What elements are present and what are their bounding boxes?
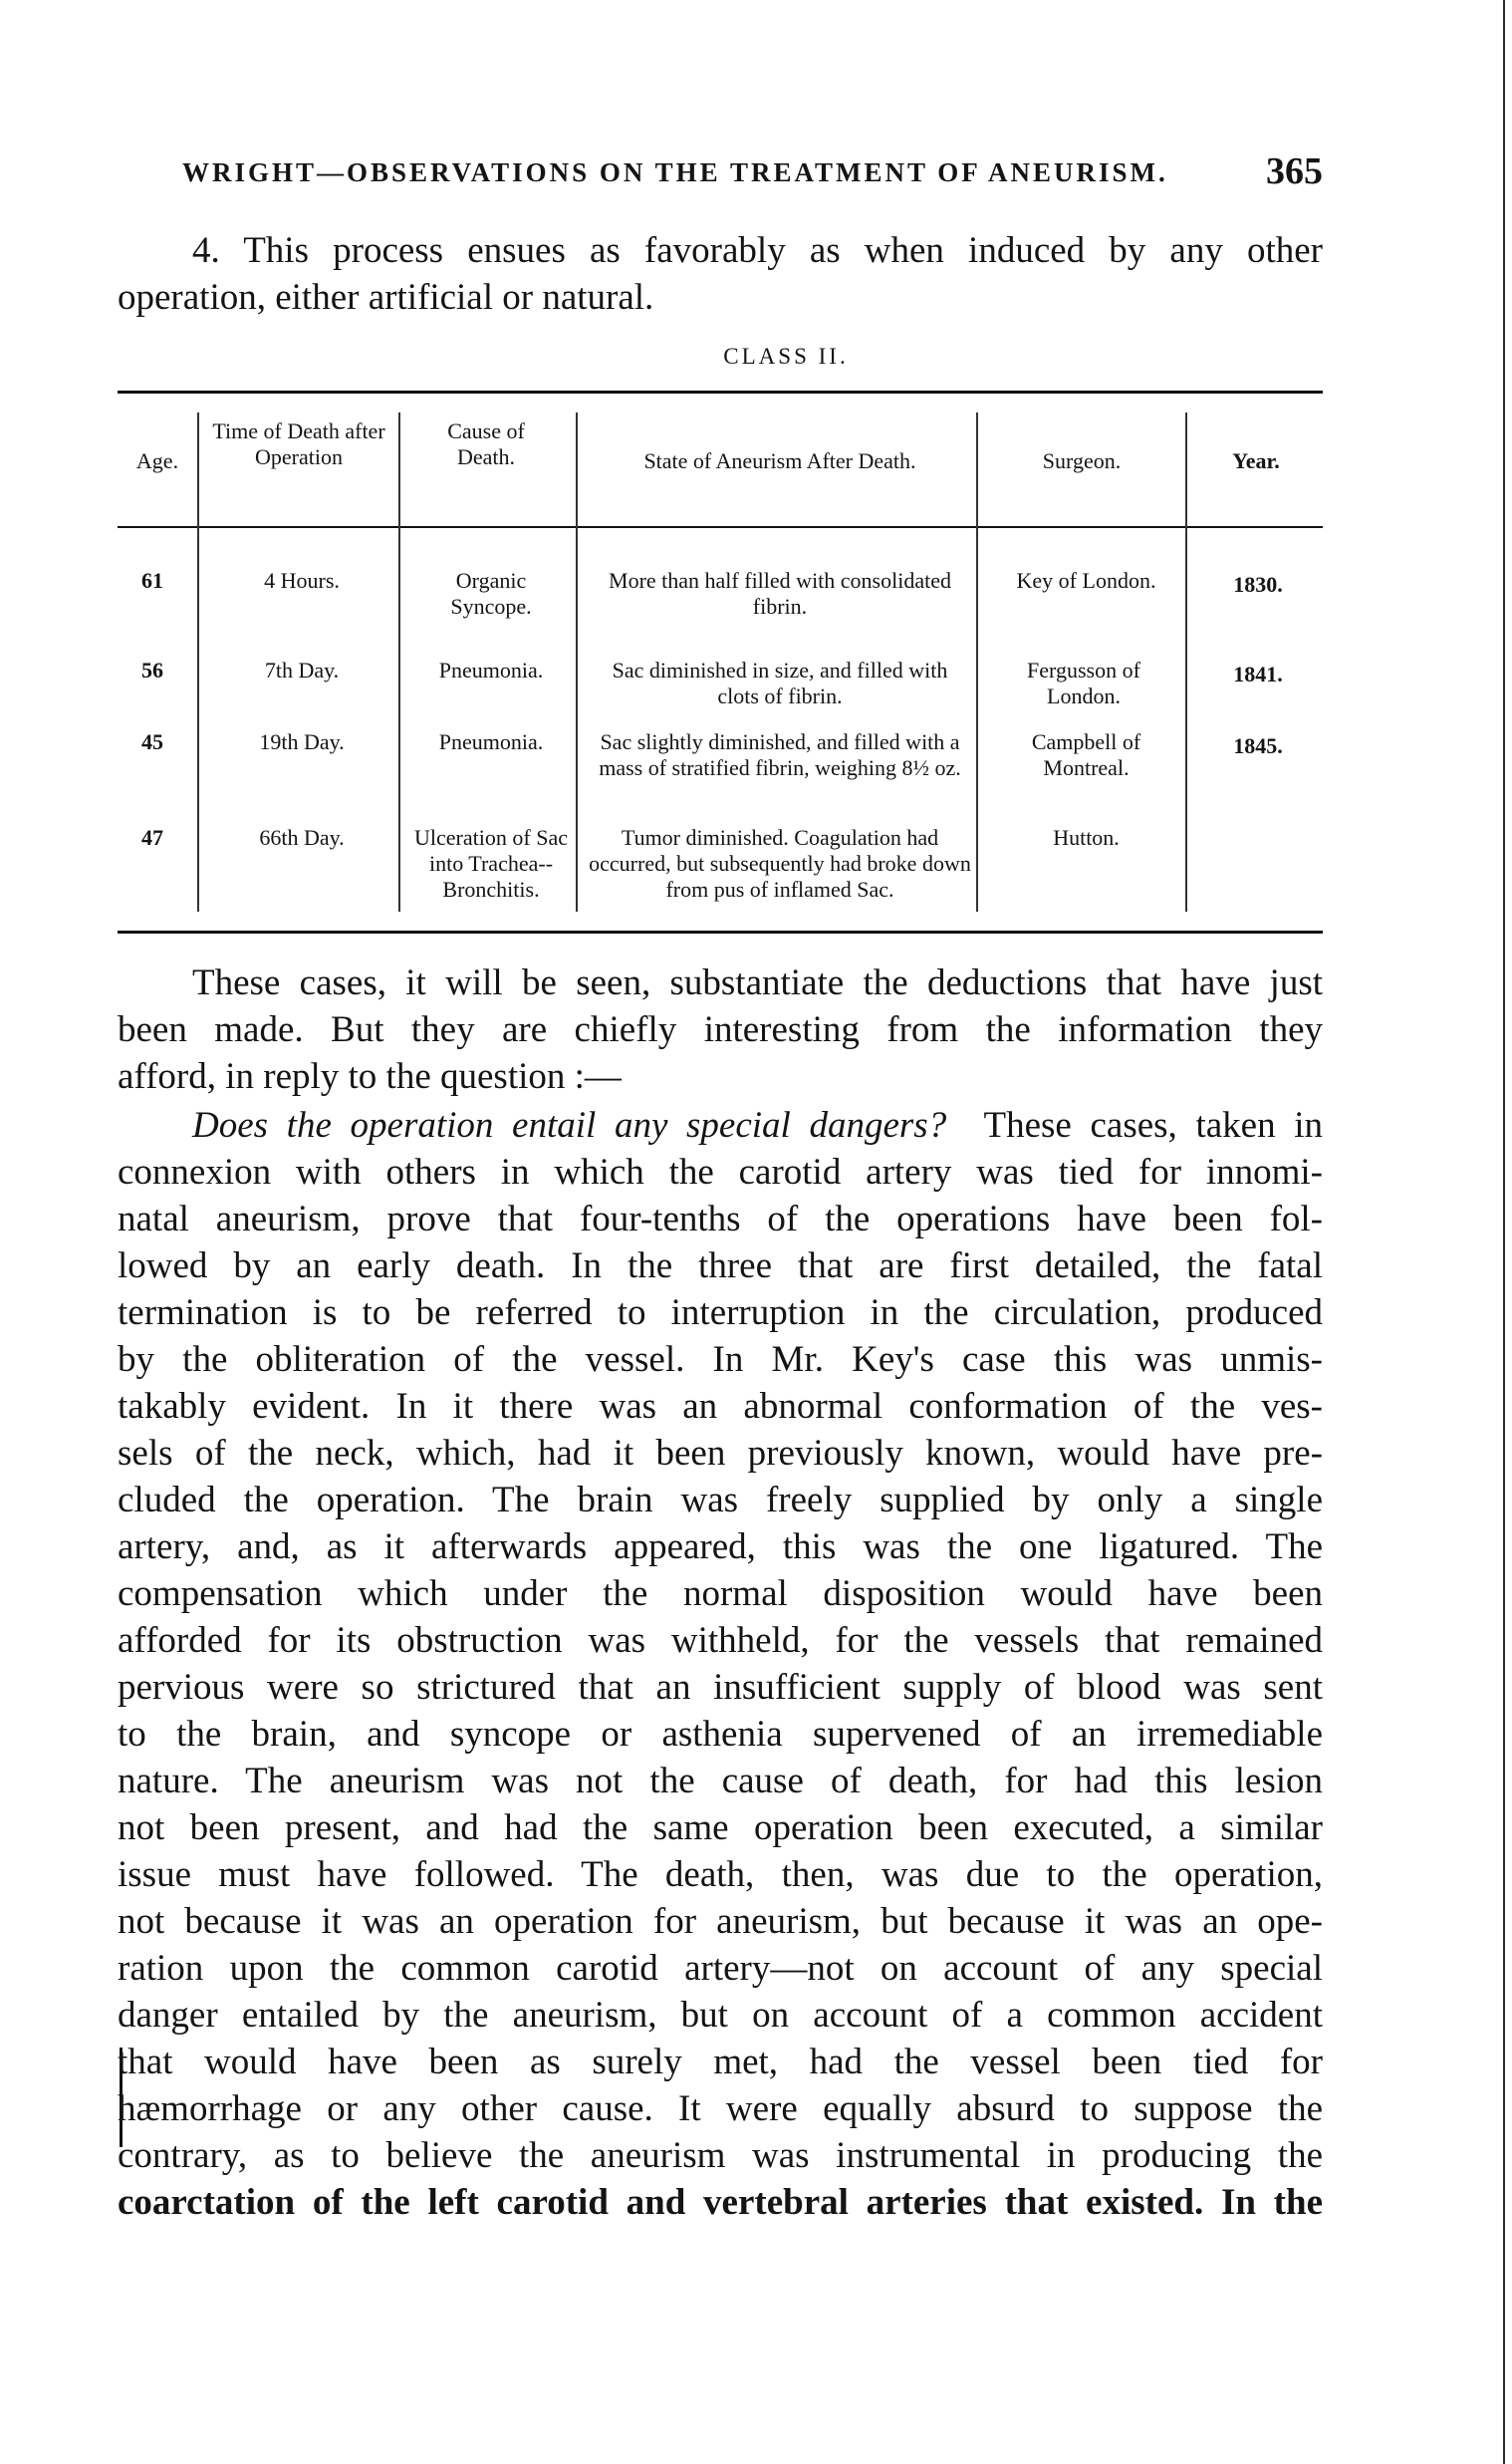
body-line: contrary, as to believe the aneurism was instrumental in producing the [118,2135,1323,2176]
intro-line: operation, either artificial or natural. [118,277,654,318]
table-cell-state: More than half filled with consolidated fibrin. [609,568,951,619]
table-cell-surgeon: Campbell of Montreal. [1031,729,1141,780]
table-bottom-rule [118,931,1323,934]
table-header-rule [118,526,1323,528]
body-line: takably evident. In it there was an abnormal conformation of the ves- [118,1386,1323,1427]
header-surgeon: Surgeon. [1042,448,1122,473]
body-line: issue must have followed. The death, then, was due to the operation, [118,1854,1323,1895]
table-cell-state: Sac diminished in size, and filled with clots of fibrin. [612,658,948,708]
body-line: compensation which under the normal disposition would have been [118,1573,1323,1614]
body-line-rest: These cases, taken in [983,1105,1323,1146]
italic-question: Does the operation entail any special dangers? [192,1105,947,1146]
intro-line: 4. This process ensues as favorably as when induced by any other [192,230,1323,271]
table-cell-time: 4 Hours. [264,568,340,593]
running-head-title: WRIGHT—OBSERVATIONS ON THE TREATMENT OF ANEURISM. [182,157,1168,187]
body-line: ration upon the common carotid artery—not on account of any special [118,1948,1323,1989]
header-age: Age. [135,448,179,473]
table-cell-state: Sac slightly diminished, and filled with a mass of stratified fibrin, weighing 8½ oz. [599,729,961,780]
table-cell-year: 1845. [1233,733,1283,758]
table-cell-age: 45 [141,729,163,754]
body-paragraph-1 [118,959,1323,1100]
body-line: hæmorrhage or any other cause. It were equally absurd to suppose the [118,2088,1323,2129]
table-cell-time: 7th Day. [264,658,340,683]
body-line: connexion with others in which the carotid artery was tied for innomi- [118,1152,1323,1193]
header-time: Time of Death after Operation [212,418,385,469]
table-cell-age: 61 [141,568,163,593]
header-cause: Cause of Death. [447,418,525,469]
body-line: coarctation of the left carotid and vertebral arteries that existed. In the [118,2182,1323,2223]
body-line: nature. The aneurism was not the cause of death, for had this lesion [118,1761,1323,1801]
table-cell-age: 56 [141,658,163,683]
body-line: lowed by an early death. In the three that are first detailed, the fatal [118,1245,1323,1286]
table-cell-year: 1841. [1233,662,1283,686]
table-cell-year: 1830. [1233,572,1283,597]
body-line: danger entailed by the aneurism, but on account of a common accident [118,1995,1323,2036]
table-cell-age: 47 [141,825,163,850]
class-heading: CLASS II. [723,344,849,369]
table-cell-cause: Pneumonia. [438,658,544,683]
body-line: natal aneurism, prove that four-tenths of the operations have been fol- [118,1199,1323,1239]
cases-table [118,391,1323,934]
table-cell-time: 19th Day. [259,729,345,754]
table-cell-time: 66th Day. [259,825,345,850]
body-line: been made. But they are chiefly interesting from the information they [118,1009,1323,1050]
table-cell-surgeon: Hutton. [1053,825,1120,850]
table-cell-cause: Pneumonia. [438,729,544,754]
body-line: that would have been as surely met, had the vessel been tied for [118,2042,1323,2082]
header-year: Year. [1232,448,1280,473]
body-line: cluded the operation. The brain was freely supplied by only a single [118,1480,1323,1520]
body-line: termination is to be referred to interruption in the circulation, produced [118,1292,1323,1333]
header-state: State of Aneurism After Death. [643,448,916,473]
body-line: not because it was an operation for aneurism, but because it was an ope- [118,1901,1323,1942]
table-top-rule [118,391,1323,394]
body-line: by the obliteration of the vessel. In Mr. Key's case this was unmis- [118,1339,1323,1380]
body-line: artery, and, as it afterwards appeared, this was the one ligatured. The [118,1526,1323,1567]
body-line: not been present, and had the same operation been executed, a similar [118,1807,1323,1848]
table-cell-cause: Organic Syncope. [450,568,532,619]
column-divider [197,412,199,912]
body-line: afforded for its obstruction was withheld, for the vessels that remained [118,1620,1323,1661]
body-line-question [118,1102,1323,1149]
body-line: to the brain, and syncope or asthenia supervened of an irremediable [118,1714,1323,1755]
body-line: pervious were so strictured that an insufficient supply of blood was sent [118,1667,1323,1708]
table-cell-state: Tumor diminished. Coagulation had occurred, but subsequently had broke down from pus of inflamed Sac. [589,825,971,902]
body-line: afford, in reply to the question :— [118,1056,622,1097]
column-divider [976,412,978,912]
intro-paragraph [118,227,1323,321]
page-number: 365 [1266,150,1323,192]
table-cell-cause: Ulceration of Sac into Trachea-- Bronchitis. [414,825,568,902]
body-paragraph-2 [118,1102,1323,2226]
table-cell-surgeon: Key of London. [1016,568,1156,593]
body-line: sels of the neck, which, had it been previously known, would have pre- [118,1433,1323,1474]
running-head [182,149,1323,199]
column-divider [398,412,400,912]
body-line: These cases, it will be seen, substantiate the deductions that have just [192,962,1323,1003]
table-cell-surgeon: Fergusson of London. [1027,658,1140,708]
column-divider [1185,412,1187,912]
